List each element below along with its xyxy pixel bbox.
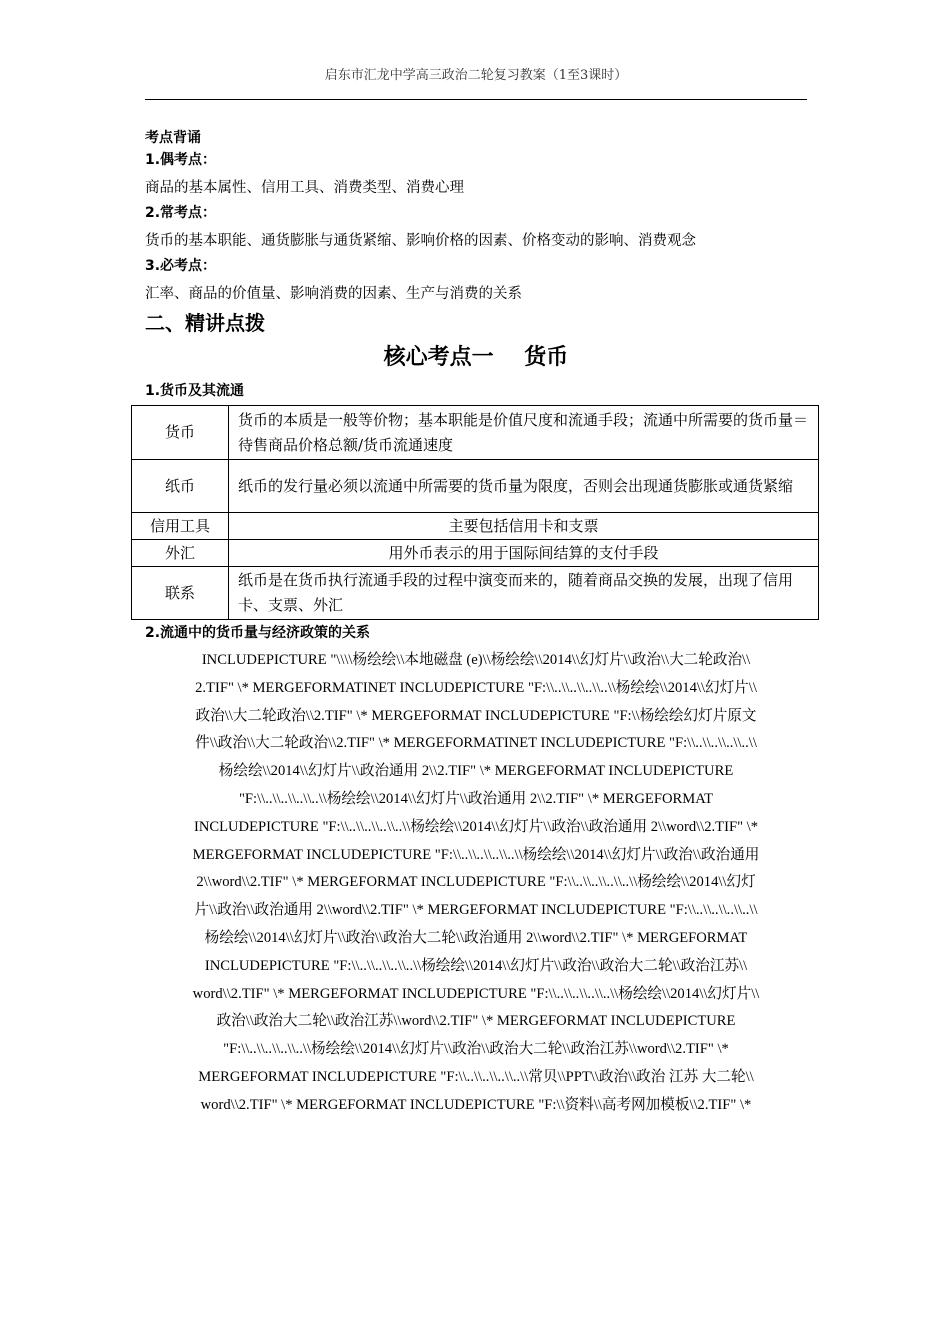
field-code-line: word\\2.TIF" \* MERGEFORMAT INCLUDEPICTURE "F:\\..\\..\\..\\..\\杨绘绘\\2014\\幻灯片\\ <box>192 985 760 1002</box>
field-code-line: 2\\word\\2.TIF" \* MERGEFORMAT INCLUDEPICTURE "F:\\..\\..\\..\\..\\杨绘绘\\2014\\幻灯 <box>196 874 756 891</box>
field-code-line: INCLUDEPICTURE "\\\\杨绘绘\\本地磁盘 (e)\\杨绘绘\\2014\\幻灯片\\政治\\大二轮政治\\ <box>201 652 751 668</box>
table-desc: 用外币表示的用于国际间结算的支付手段 <box>229 540 819 567</box>
table-desc: 纸币的发行量必须以流通中所需要的货币量为限度，否则会出现通货膨胀或通货紧缩 <box>229 460 819 513</box>
subheading-currency-circulation: 1.货币及其流通 <box>145 383 245 399</box>
required-points-text: 汇率、商品的价值量、影响消费的因素、生产与消费的关系 <box>145 286 522 302</box>
field-code-line: INCLUDEPICTURE "F:\\..\\..\\..\\..\\杨绘绘\\2014\\幻灯片\\政治\\政治通用 2\\word\\2.TIF" \* <box>193 818 759 835</box>
table-row <box>132 567 819 620</box>
frequent-points-text: 货币的基本职能、通货膨胀与通货紧缩、影响价格的因素、价格变动的影响、消费观念 <box>145 233 696 249</box>
currency-table <box>131 405 819 620</box>
field-code-line: 政治\\大二轮政治\\2.TIF" \* MERGEFORMAT INCLUDEPICTURE "F:\\杨绘绘幻灯片原文 <box>195 707 757 724</box>
table-term: 货币 <box>132 406 229 460</box>
field-code-line: MERGEFORMAT INCLUDEPICTURE "F:\\..\\..\\..\\..\\常贝\\PPT\\政治\\政治 江苏 大二轮\\ <box>198 1068 754 1085</box>
table-desc: 纸币是在货币执行流通手段的过程中演变而来的，随着商品交换的发展，出现了信用卡、支票、外汇 <box>229 567 819 620</box>
occasional-points-text: 商品的基本属性、信用工具、消费类型、消费心理 <box>145 180 464 196</box>
field-code-line: 件\\政治\\大二轮政治\\2.TIF" \* MERGEFORMATINET INCLUDEPICTURE "F:\\..\\..\\..\\..\\ <box>195 735 757 752</box>
field-code-line: INCLUDEPICTURE "F:\\..\\..\\..\\..\\杨绘绘\\2014\\幻灯片\\政治\\政治大二轮\\政治江苏\\ <box>204 957 748 974</box>
include-field-codes <box>145 647 807 1120</box>
table-desc: 主要包括信用卡和支票 <box>229 513 819 540</box>
table-row <box>132 406 819 460</box>
field-code-line: 杨绘绘\\2014\\幻灯片\\政治通用 2\\2.TIF" \* MERGEFORMAT INCLUDEPICTURE <box>218 763 734 780</box>
required-points-label: 3.必考点： <box>145 258 217 274</box>
table-row <box>132 460 819 513</box>
occasional-points-label: 1.偶考点： <box>145 152 217 168</box>
field-code-line: "F:\\..\\..\\..\\..\\杨绘绘\\2014\\幻灯片\\政治\\政治大二轮\\政治江苏\\word\\2.TIF" \* <box>223 1041 729 1058</box>
frequent-points-label: 2.常考点： <box>145 205 217 221</box>
table-term: 外汇 <box>132 540 229 567</box>
table-term: 联系 <box>132 567 229 620</box>
field-code-line: 片\\政治\\政治通用 2\\word\\2.TIF" \* MERGEFORMAT INCLUDEPICTURE "F:\\..\\..\\..\\..\\ <box>194 902 758 919</box>
field-code-line: 政治\\政治大二轮\\政治江苏\\word\\2.TIF" \* MERGEFORMAT INCLUDEPICTURE <box>216 1013 736 1030</box>
header-divider <box>145 99 807 100</box>
field-code-line: 2.TIF" \* MERGEFORMATINET INCLUDEPICTURE "F:\\..\\..\\..\\..\\杨绘绘\\2014\\幻灯片\\ <box>195 679 757 696</box>
section-heading: 二、精讲点拨 <box>145 311 265 335</box>
field-code-line: word\\2.TIF" \* MERGEFORMAT INCLUDEPICTURE "F:\\资料\\高考网加模板\\2.TIF" \* <box>200 1096 752 1113</box>
subheading-money-policy: 2.流通中的货币量与经济政策的关系 <box>145 625 371 641</box>
field-code-line: "F:\\..\\..\\..\\..\\杨绘绘\\2014\\幻灯片\\政治通用 2\\2.TIF" \* MERGEFORMAT <box>238 790 714 807</box>
table-row <box>132 513 819 540</box>
field-code-line: 杨绘绘\\2014\\幻灯片\\政治\\政治大二轮\\政治通用 2\\word\\2.TIF" \* MERGEFORMAT <box>204 929 748 946</box>
table-term: 信用工具 <box>132 513 229 540</box>
table-term: 纸币 <box>132 460 229 513</box>
table-row <box>132 540 819 567</box>
exam-points-heading: 考点背诵 <box>145 130 201 146</box>
page-header: 启东市汇龙中学高三政治二轮复习教案（1至3课时） <box>324 68 628 83</box>
table-desc: 货币的本质是一般等价物；基本职能是价值尺度和流通手段；流通中所需要的货币量＝待售商品价格总额/货币流通速度 <box>229 406 819 460</box>
core-topic-title: 核心考点一 货币 <box>383 345 569 370</box>
field-code-line: MERGEFORMAT INCLUDEPICTURE "F:\\..\\..\\..\\..\\杨绘绘\\2014\\幻灯片\\政治\\政治通用 <box>192 846 760 863</box>
